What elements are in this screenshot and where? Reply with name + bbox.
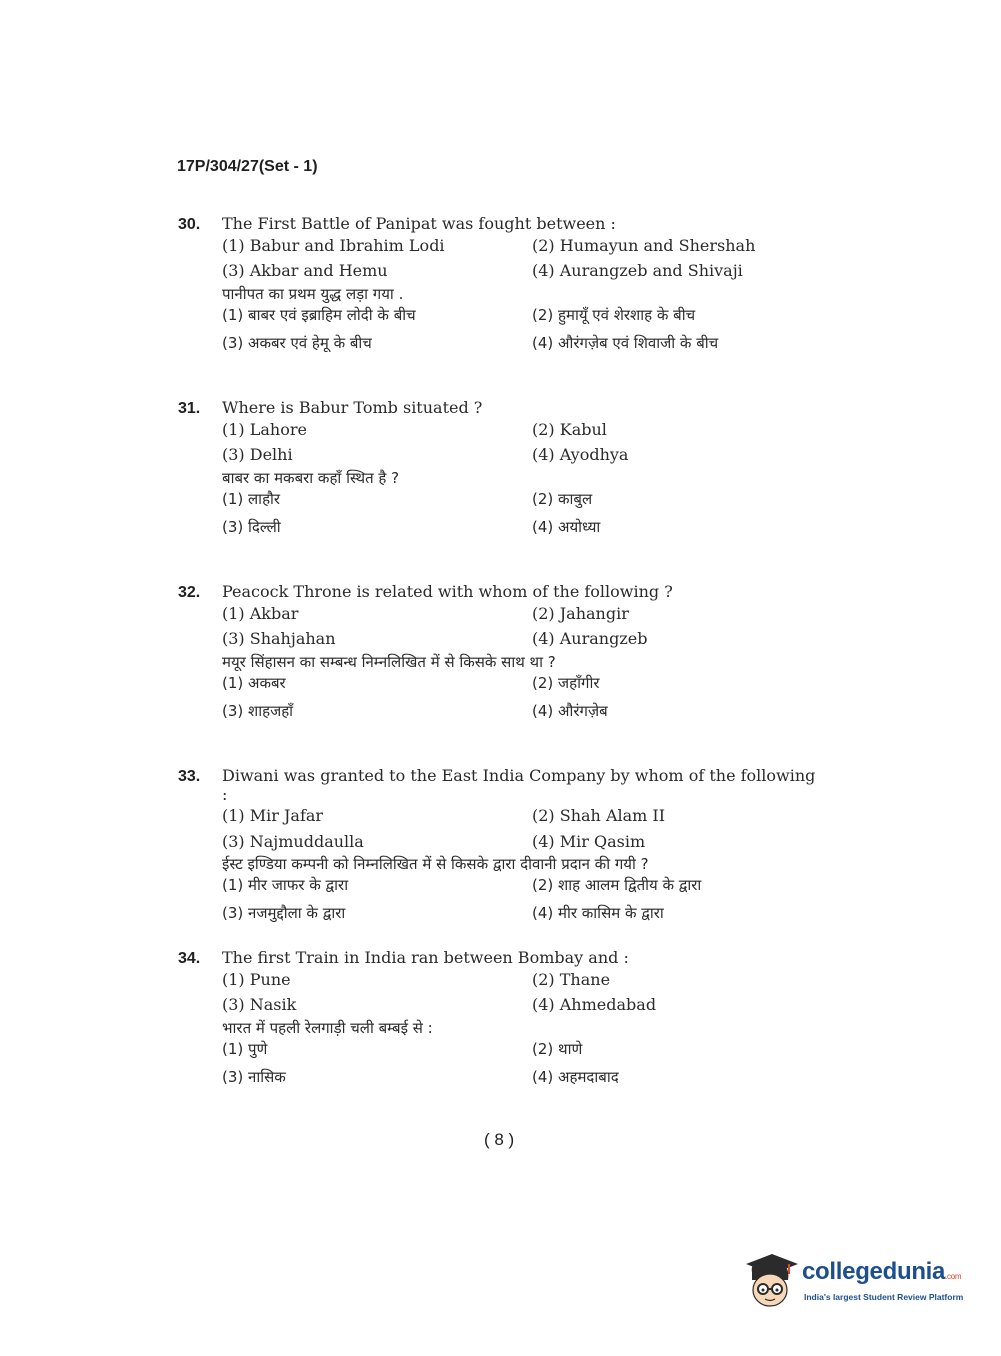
option-hi-1: (1) मीर जाफर के द्वारा	[222, 875, 349, 894]
option-hi-2: (2) काबुल	[532, 489, 593, 508]
option-hi-2: (2) शाह आलम द्वितीय के द्वारा	[532, 875, 702, 894]
option-en-4: (4) Mir Qasim	[532, 831, 646, 851]
question-number: 30.	[178, 216, 201, 233]
question-text-en: Peacock Throne is related with whom of the following ?	[222, 582, 673, 601]
question-30	[178, 214, 818, 352]
option-hi-3: (3) शाहजहाँ	[222, 701, 294, 720]
option-en-1: (1) Pune	[222, 970, 291, 990]
option-hi-2: (2) हुमायूँ एवं शेरशाह के बीच	[532, 305, 696, 324]
option-en-3: (3) Delhi	[222, 445, 293, 465]
page-number: ( 8 )	[484, 1130, 515, 1149]
question-number: 31.	[178, 400, 201, 417]
option-en-2: (2) Humayun and Shershah	[532, 236, 756, 256]
question-text-en: The First Battle of Panipat was fought between :	[222, 214, 616, 233]
option-en-1: (1) Lahore	[222, 420, 307, 440]
option-hi-1: (1) अकबर	[222, 673, 286, 692]
option-hi-3: (3) नासिक	[222, 1067, 286, 1086]
logo-wordmark	[802, 1258, 961, 1286]
question-text-hi: पानीपत का प्रथम युद्ध लड़ा गया .	[222, 284, 404, 303]
option-en-3: (3) Shahjahan	[222, 629, 336, 649]
option-en-3: (3) Akbar and Hemu	[222, 261, 388, 281]
option-hi-4: (4) औरंगज़ेब	[532, 701, 608, 720]
question-text-hi: ईस्ट इण्डिया कम्पनी को निम्नलिखित में से किसके द्वारा दीवानी प्रदान की गयी ?	[222, 854, 649, 873]
option-hi-4: (4) अयोध्या	[532, 517, 601, 536]
option-en-2: (2) Shah Alam II	[532, 806, 666, 826]
question-text-hi: बाबर का मकबरा कहाँ स्थित है ?	[222, 468, 400, 487]
option-en-1: (1) Akbar	[222, 604, 299, 624]
option-en-4: (4) Aurangzeb and Shivaji	[532, 261, 743, 281]
option-hi-3: (3) अकबर एवं हेमू के बीच	[222, 333, 372, 352]
question-32	[178, 582, 818, 720]
question-text-en: Where is Babur Tomb situated ?	[222, 398, 483, 417]
question-33	[178, 766, 818, 922]
option-hi-4: (4) अहमदाबाद	[532, 1067, 619, 1086]
question-31	[178, 398, 818, 536]
paper-code: 17P/304/27(Set - 1)	[177, 158, 318, 175]
logo-suffix: .com	[945, 1272, 962, 1281]
option-hi-2: (2) थाणे	[532, 1039, 583, 1058]
option-en-4: (4) Ahmedabad	[532, 995, 657, 1015]
option-en-2: (2) Jahangir	[532, 604, 629, 624]
option-en-4: (4) Ayodhya	[532, 445, 629, 465]
option-en-1: (1) Mir Jafar	[222, 806, 324, 826]
option-hi-3: (3) दिल्ली	[222, 517, 281, 536]
option-en-2: (2) Kabul	[532, 420, 607, 440]
option-hi-2: (2) जहाँगीर	[532, 673, 600, 692]
logo-wordmark-text: collegedunia	[802, 1258, 946, 1285]
question-text-en: The first Train in India ran between Bombay and :	[222, 948, 629, 967]
option-hi-1: (1) लाहौर	[222, 489, 281, 508]
question-34	[178, 948, 818, 1086]
question-number: 34.	[178, 950, 201, 967]
question-text-hi: भारत में पहली रेलगाड़ी चली बम्बई से :	[222, 1018, 433, 1037]
question-text-en: Diwani was granted to the East India Company by whom of the following :	[222, 766, 816, 805]
option-hi-1: (1) पुणे	[222, 1039, 268, 1058]
option-hi-4: (4) मीर कासिम के द्वारा	[532, 903, 664, 922]
option-hi-4: (4) औरंगज़ेब एवं शिवाजी के बीच	[532, 333, 719, 352]
student-mascot-icon	[742, 1250, 798, 1308]
option-en-2: (2) Thane	[532, 970, 611, 990]
option-en-1: (1) Babur and Ibrahim Lodi	[222, 236, 445, 256]
question-text-hi: मयूर सिंहासन का सम्बन्ध निम्नलिखित में से किसके साथ था ?	[222, 652, 556, 671]
option-hi-3: (3) नजमुद्दौला के द्वारा	[222, 903, 346, 922]
collegedunia-logo	[742, 1250, 968, 1310]
question-number: 32.	[178, 584, 201, 601]
option-en-3: (3) Najmuddaulla	[222, 831, 364, 851]
option-en-3: (3) Nasik	[222, 995, 297, 1015]
logo-tagline: India's largest Student Review Platform	[804, 1292, 964, 1302]
option-en-4: (4) Aurangzeb	[532, 629, 648, 649]
question-number: 33.	[178, 768, 201, 785]
option-hi-1: (1) बाबर एवं इब्राहिम लोदी के बीच	[222, 305, 416, 324]
